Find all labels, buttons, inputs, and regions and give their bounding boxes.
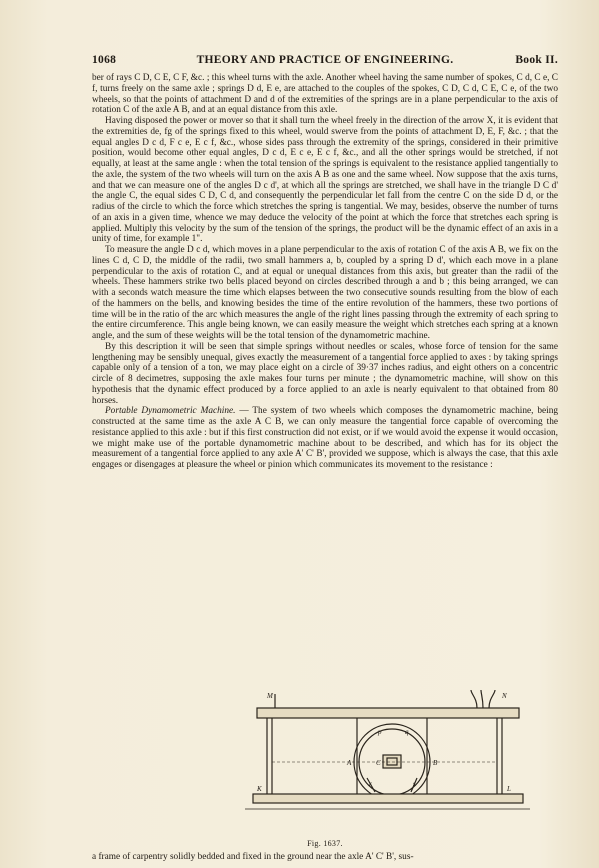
paragraph: Having disposed the power or mover so that it shall turn the wheel freely in the direction of the arrow X, it is evident that the extremities de, fg of the springs fixed to this wheel, would swerve from the points of attachment D, E, F, &c. ; that the equal angles D c d, F c e, E c f, &c., whose sides pass through the extremity of the springs, considered in their primitive position, would become other equal angles, D c d, E c e, E c f, &c., and all the other springs would be stretched, if not equally, at least at the same angle : when the total tension of the springs is equivalent to the resistance applied tangentially to the axle, the system of the two wheels will turn on the axis A B as one and the same wheel. Now suppose that the axis turns, and that we can measure one of the angles D c d', at which all the springs are stretched, we shall have in the triangle D C d' the angle C, the equal sides C D, C d, and consequently the perpendicular let fall from the centre C on the side D d, or the radius of the circle to which the force which stretches the spring is tangential. We may, besides, observe the number of turns of an axis in a given time, whence we may deduce the velocity of the point at which the force that stretches each spring is applied. Multiply this velocity by the sum of the tension of the springs, the product will be the dynamic effect of an axis in a unity of time, for example 1". xyxy=(92,116,558,245)
fork-n xyxy=(471,690,495,708)
running-title: THEORY AND PRACTICE OF ENGINEERING. xyxy=(196,54,454,66)
dynamometer-engraving xyxy=(245,688,530,823)
label-k: K xyxy=(257,785,262,793)
subsection-paragraph xyxy=(92,406,558,471)
continuation-line: a frame of carpentry solidly bedded and fixed in the ground near the axle A' C' B', sus- xyxy=(92,852,414,862)
body-text xyxy=(92,73,558,471)
paragraph: To measure the angle D c d, which moves in a plane perpendicular to the axis of rotation C of the axis A B, we fix on the lines C d, C D, the middle of the radii, two small hammers a, b, coupled by a spring D d', which each move in a plane perpendicular to the axis of rotation C, and at equal or unequal distances from this axis, but greater than the radii of the wheels. These hammers strike two bells placed beyond on circles described through a and b ; this being arranged, we can with a seconds watch measure the time which elapses between the two consecutive sounds resulting from the blow of each of the hammers on the bells, and knowing besides the time of the entire revolution of the hammers, these two portions of time will be in the ratio of the arc which measures the angle of the right lines passing through the extremity of each spring to the entire circumference. This angle being known, we can easily measure the weight which stretches each spring at a known angle, and the sum of these weights will be the total tension of the dynamometric machine. xyxy=(92,245,558,341)
paragraph-continuation: ber of rays C D, C E, C F, &c. ; this wheel turns with the axle. Another wheel having the same number of spokes, C d, C e, C f, turns freely on the same axle ; springs D d, E e, are attached to the couples of the spokes, C D, C d, C E, C e, of the two wheels, so that the points of attachment D and d of the extremities of the springs are in a plane perpendicular to the axis of rotation C of the axle A B, and at an equal distance from this axle. xyxy=(92,73,558,116)
label-s: s xyxy=(413,780,416,788)
label-n: N xyxy=(502,692,507,700)
label-l: L xyxy=(507,785,511,793)
book-label: Book II. xyxy=(515,54,558,66)
running-header xyxy=(92,54,558,68)
page-number: 1068 xyxy=(92,54,117,66)
paragraph: By this description it will be seen that simple springs without needles or scales, whose force of tension for the same lengthening may be sensibly unequal, gives exactly the measurement of a tangential force applied to axes : by taking springs capable only of a tension of a ton, we may place eight on a circle of 39·37 inches radius, and eight others on a concentric circle of 8 decimetres, supposing the axle makes four turns per minute ; the dynamometric machine, will show on this hypothesis that the dynamic effect produced by a force applied to an axle is nearly equivalent to that obtained from 80 horses. xyxy=(92,341,558,406)
top-beam xyxy=(257,708,519,718)
label-p: p xyxy=(378,728,382,736)
label-a: A xyxy=(347,759,352,767)
bottom-sill xyxy=(253,794,523,803)
label-q: q xyxy=(405,728,409,736)
hub xyxy=(383,755,401,768)
figure-1637 xyxy=(245,688,530,840)
label-b: B xyxy=(433,759,438,767)
label-m: M xyxy=(267,692,273,700)
figure-caption: Fig. 1637. xyxy=(307,839,343,848)
label-r: r xyxy=(369,780,372,788)
subsection-text: — The system of two wheels which composes the dynamometric machine, being constructed at the same time as the axle A C B, we can only measure the tangential force capable of overcoming the resistance applied to this axle : but if this first construction did not exist, or if we would avoid the expense it would occasion, we might make use of the portable dynamometric machine about to be described, and which has for its object the measurement of a tangential force applied to any axle A' C' B', provided we suppose, which is always the case, that this axle engages or disengages at pleasure the wheel or pinion which communicates its movement to the resistance : xyxy=(92,406,559,470)
label-c: C xyxy=(376,759,381,767)
subsection-heading: Portable Dynamometric Machine. xyxy=(105,406,236,417)
